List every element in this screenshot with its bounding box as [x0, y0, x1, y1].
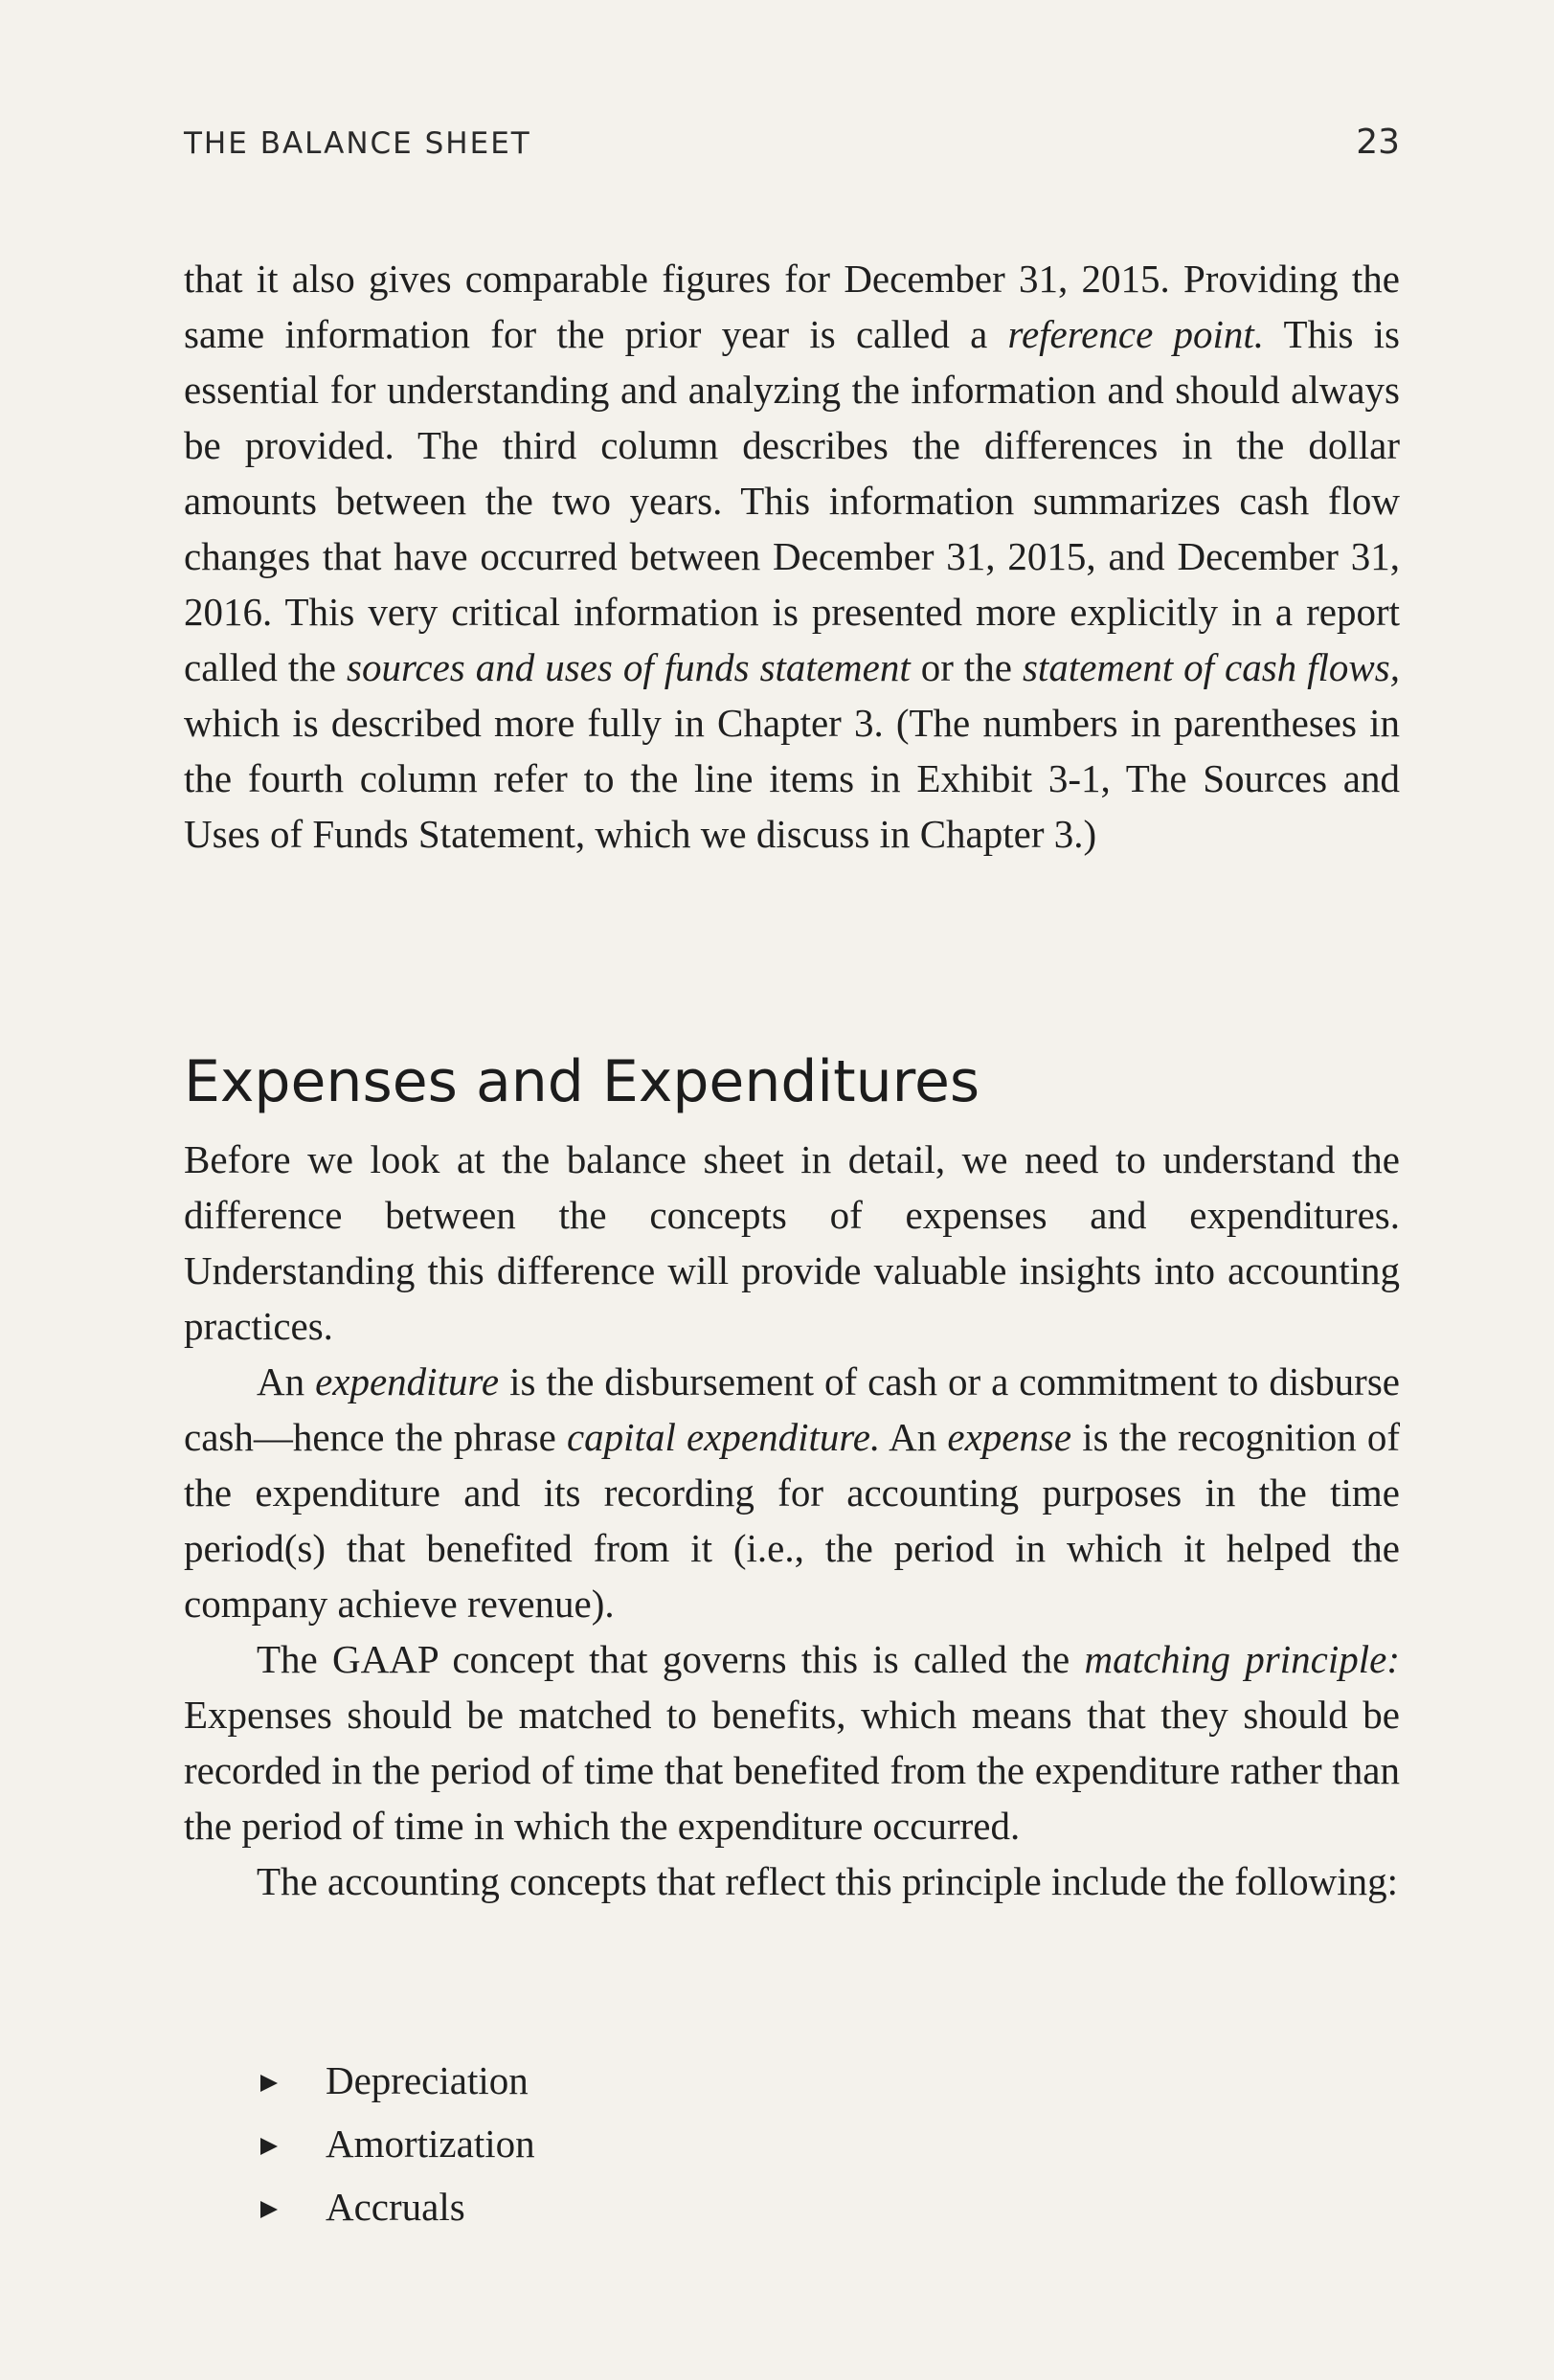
p4-text-1: The GAAP concept that governs this is called the: [257, 1637, 1085, 1681]
list-item: [247, 2049, 535, 2112]
paragraph-3: [184, 1354, 1400, 1631]
list-item-label: Accruals: [326, 2185, 465, 2229]
paragraph-2: Before we look at the balance sheet in detail, we need to understand the difference between the concepts of expenses and expenditures. Understanding this difference will provide valuable insights into accounting practices.: [184, 1137, 1400, 1348]
running-head: [184, 123, 1400, 174]
paragraph-1: [184, 251, 1400, 862]
list-item: [247, 2112, 535, 2175]
section-body: [184, 1132, 1400, 1909]
p3-text-3: An: [880, 1415, 948, 1459]
paragraph-continuation: [184, 251, 1400, 862]
p3-text-1: An: [257, 1359, 316, 1403]
p3-text-4: is the recognition of the expenditure and its recording for accounting purposes in the time period(s) that benefited from it (i.e., the period in which it helped the company achieve revenue).: [184, 1415, 1400, 1626]
list-item: [247, 2175, 535, 2238]
running-title: THE BALANCE SHEET: [184, 126, 531, 161]
term-expense: expense: [947, 1415, 1072, 1459]
bullet-list: [247, 2049, 535, 2238]
p3-text-2: is the disbursement of cash or a commitment to disburse cash—hence the phrase: [184, 1359, 1400, 1459]
term-capital-expenditure: capital expenditure.: [566, 1415, 881, 1459]
paragraph-5: The accounting concepts that reflect this principle include the following:: [257, 1859, 1399, 1903]
term-sources-uses: sources and uses of funds statement: [346, 645, 911, 689]
p1-text-4: which is described more fully in Chapter 3. (The numbers in parentheses in the fourth column refer to the line items in Exhibit 3-1, The Sources and Uses of Funds Statement, which we discuss in Chapter 3.): [184, 701, 1400, 856]
section-heading: Expenses and Expenditures: [184, 1048, 980, 1115]
bullet-arrow-icon: [260, 2075, 278, 2092]
paragraph-4: [184, 1631, 1400, 1853]
bullet-arrow-icon: [260, 2138, 278, 2155]
term-cash-flows: statement of cash flows,: [1022, 645, 1400, 689]
term-reference-point: reference point.: [1007, 312, 1265, 356]
list-item-label: Depreciation: [326, 2058, 529, 2102]
page-number: 23: [1356, 123, 1400, 162]
p4-text-2: Expenses should be matched to benefits, which means that they should be recorded in the period of time that benefited from the expenditure rather than the period of time in which the expenditure occurred.: [184, 1693, 1400, 1848]
p1-text-1: that it also gives comparable figures for December 31, 2015. Providing the same information for the prior year is called a: [184, 257, 1400, 356]
term-matching-principle: matching principle:: [1084, 1637, 1400, 1681]
list-item-label: Amortization: [326, 2122, 535, 2166]
bullet-arrow-icon: [260, 2201, 278, 2218]
p1-text-3: or the: [910, 645, 1023, 689]
p1-text-2: This is essential for understanding and analyzing the information and should always be provided. The third column describes the differences in the dollar amounts between the two years. This information summarizes cash flow changes that have occurred between December 31, 2015, and December 31, 2016. This very critical information is presented more explicitly in a report called the: [184, 312, 1401, 689]
term-expenditure: expenditure: [315, 1359, 500, 1403]
